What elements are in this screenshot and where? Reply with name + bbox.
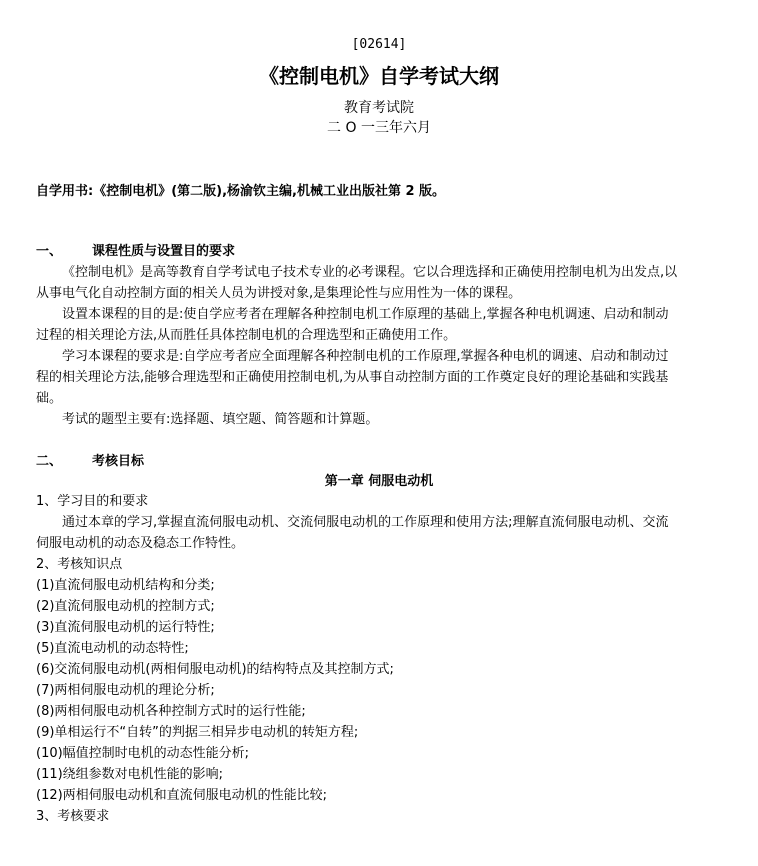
paragraph-line: 《控制电机》是高等教育自学考试电子技术专业的必考课程。它以合理选择和正确使用控制电机为出发点,以	[62, 265, 678, 280]
paragraph-line: 过程的相关理论方法,从而胜任具体控制电机的合理选型和正确使用工作。	[36, 328, 457, 343]
list-item: (8)两相伺服电动机各种控制方式时的运行性能;	[36, 704, 306, 719]
paragraph-line: 伺服电动机的动态及稳态工作特性。	[36, 536, 245, 551]
issue-date: 二 O 一三年六月	[327, 120, 431, 136]
list-item: (7)两相伺服电动机的理论分析;	[36, 683, 215, 698]
course-code: [02614]	[351, 37, 407, 52]
list-item: (6)交流伺服电动机(两相伺服电动机)的结构特点及其控制方式;	[36, 662, 394, 677]
section-heading-2	[36, 452, 740, 472]
paragraph-line: 考试的题型主要有:选择题、填空题、简答题和计算题。	[62, 412, 379, 427]
list-item: (12)两相伺服电动机和直流伺服电动机的性能比较;	[36, 788, 328, 803]
issuing-organization: 教育考试院	[344, 100, 414, 116]
paragraph-line: 设置本课程的目的是:使自学应考者在理解各种控制电机工作原理的基础上,掌握各种电机调速、启动和制动	[62, 307, 669, 322]
textbook-reference: 自学用书:《控制电机》(第二版),杨渝钦主编,机械工业出版社第 2 版。	[36, 184, 446, 199]
paragraph-line: 通过本章的学习,掌握直流伺服电动机、交流伺服电动机的工作原理和使用方法;理解直流伺服电动机、交流	[62, 515, 669, 530]
subsection-heading: 1、学习目的和要求	[36, 494, 149, 509]
paragraph-line: 从事电气化自动控制方面的相关人员为讲授对象,是集理论性与应用性为一体的课程。	[36, 286, 522, 301]
list-item: (9)单相运行不“自转”的判据三相异步电动机的转矩方程;	[36, 725, 359, 740]
section-number: 二、	[36, 454, 63, 469]
paragraph-line: 础。	[36, 391, 63, 406]
paragraph-line: 学习本课程的要求是:自学应考者应全面理解各种控制电机的工作原理,掌握各种电机的调速、启动和制动过	[62, 349, 669, 364]
list-item: (1)直流伺服电动机结构和分类;	[36, 578, 215, 593]
paragraph-line: 程的相关理论方法,能够合理选型和正确使用控制电机,为从事自动控制方面的工作奠定良好的理论基础和实践基	[36, 370, 669, 385]
document-title: 《控制电机》自学考试大纲	[259, 64, 499, 88]
section-title: 考核目标	[92, 454, 145, 469]
list-item: (5)直流电动机的动态特性;	[36, 641, 189, 656]
list-item: (10)幅值控制时电机的动态性能分析;	[36, 746, 250, 761]
subsection-heading: 3、考核要求	[36, 809, 110, 824]
list-item: (11)绕组参数对电机性能的影响;	[36, 767, 224, 782]
list-item: (3)直流伺服电动机的运行特性;	[36, 620, 215, 635]
subsection-heading: 2、考核知识点	[36, 557, 123, 572]
chapter-title: 第一章 伺服电动机	[324, 474, 434, 489]
section-number: 一、	[36, 244, 63, 259]
list-item: (2)直流伺服电动机的控制方式;	[36, 599, 215, 614]
section-heading-1	[36, 242, 740, 262]
section-title: 课程性质与设置目的要求	[92, 244, 236, 259]
